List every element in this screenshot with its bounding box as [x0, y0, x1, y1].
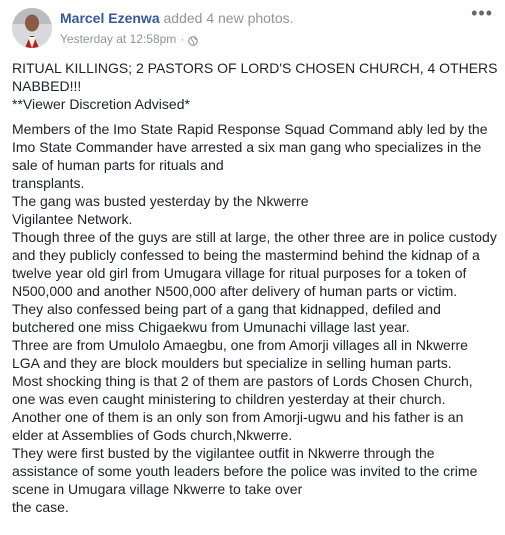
body-line: Another one of them is an only son from Amorji-ugwu and his father is an: [12, 409, 464, 425]
post-title: [12, 59, 497, 113]
ellipsis-icon[interactable]: •••: [471, 3, 493, 23]
body-line: the case.: [12, 499, 69, 515]
body-line: elder at Assemblies of Gods church,Nkwerre.: [12, 427, 293, 443]
title-line: NABBED!!!: [12, 78, 82, 94]
body-line: LGA and they are block moulders but specialize in selling human parts.: [12, 355, 452, 371]
body-line: Most shocking thing is that 2 of them are pastors of Lords Chosen Church,: [12, 373, 473, 389]
body-line: The gang was busted yesterday by the Nkwerre: [12, 193, 309, 209]
avatar[interactable]: [12, 8, 52, 48]
body-line: They were first busted by the vigilantee outfit in Nkwerre through the: [12, 445, 435, 461]
body-line: sale of human parts for rituals and: [12, 157, 224, 173]
body-line: butchered one miss Chigaekwu from Umunachi village last year.: [12, 319, 410, 335]
body-line: Three are from Umulolo Amaegbu, one from Amorji villages all in Nkwerre: [12, 337, 468, 353]
author-name[interactable]: Marcel Ezenwa: [60, 10, 160, 26]
body-line: assistance of some youth leaders before the police was invited to the crime: [12, 463, 478, 479]
body-line: Imo State Commander have arrested a six man gang who specializes in the: [12, 139, 482, 155]
body-line: twelve year old girl from Umugara village for ritual purposes for a token of: [12, 265, 467, 281]
body-line: N500,000 and another N500,000 after delivery of human parts or victim.: [12, 283, 458, 299]
body-line: Though three of the guys are still at large, the other three are in police custody: [12, 229, 497, 245]
globe-icon[interactable]: [188, 34, 198, 44]
title-line: RITUAL KILLINGS; 2 PASTORS OF LORD'S CHOSEN CHURCH, 4 OTHERS: [12, 60, 498, 76]
meta-separator: ·: [180, 32, 185, 46]
body-line: Vigilantee Network.: [12, 211, 133, 227]
post-meta: [60, 31, 198, 47]
photo-count-link[interactable]: 4 new photos: [206, 10, 290, 26]
body-line: Members of the Imo State Rapid Response Squad Command ably led by the: [12, 121, 488, 137]
title-line: **Viewer Discretion Advised*: [12, 96, 190, 112]
timestamp-link[interactable]: Yesterday at 12:58pm: [60, 32, 177, 46]
action-text: [164, 10, 294, 26]
post-header: [60, 9, 294, 27]
post-body: [12, 120, 500, 516]
body-line: transplants.: [12, 175, 85, 191]
body-line: and they publicly confessed to being the mastermind behind the kidnap of a: [12, 247, 480, 263]
action-suffix: .: [289, 10, 294, 26]
body-line: They also confessed being part of a gang that kidnapped, defiled and: [12, 301, 441, 317]
body-line: scene in Umugara village Nkwerre to take over: [12, 481, 303, 497]
action-prefix: added: [163, 10, 203, 26]
avatar-photo: [12, 8, 52, 48]
body-line: one was even caught ministering to children yesterday at their church.: [12, 391, 446, 407]
